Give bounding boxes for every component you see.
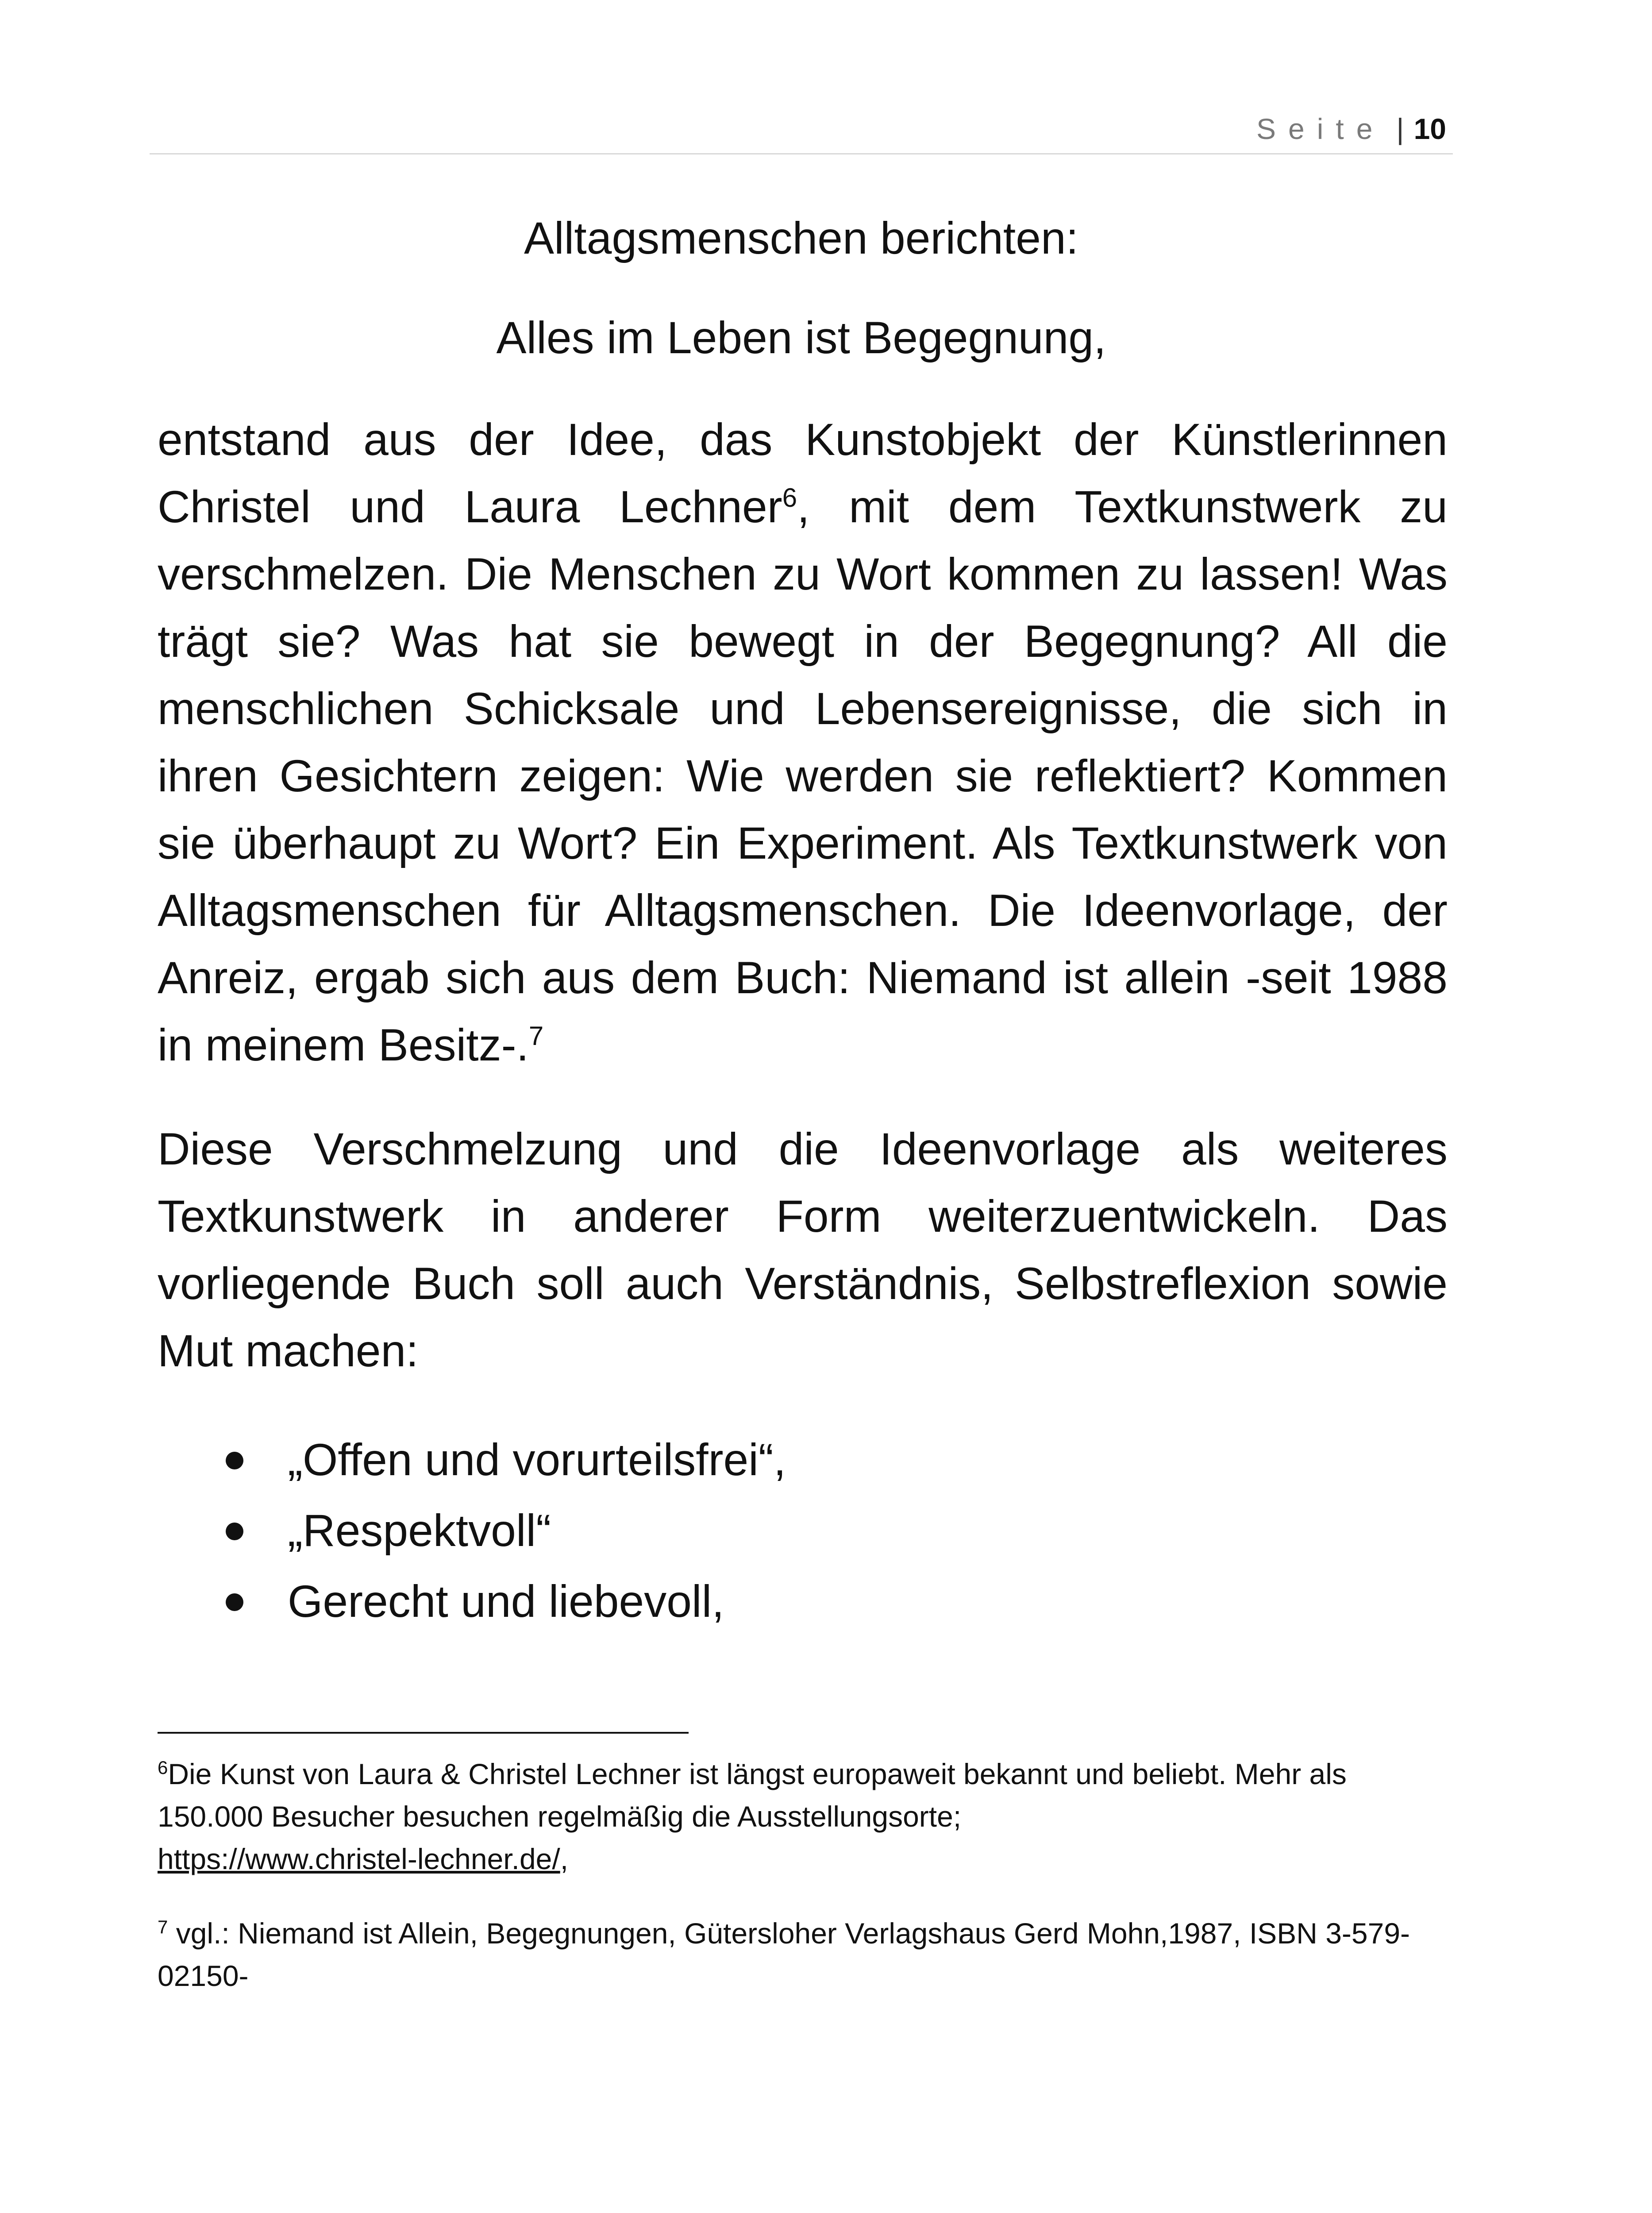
list-item-text: „Respektvoll“ [288,1505,551,1556]
footnote-ref-7[interactable]: 7 [528,1021,544,1051]
bullet-icon [226,1452,243,1469]
footnote-6-after-link: , [560,1843,569,1875]
bullet-icon [226,1593,243,1611]
page-number: 10 [1413,112,1446,145]
page-header [150,104,1453,154]
list-item-text: „Offen und vorurteilsfrei“, [288,1434,786,1485]
page-word: Seite [1256,112,1385,145]
paragraph-1-text-b: , mit dem Textkunstwerk zu verschmelzen. Die Menschen zu Wort kommen zu lassen! Was trägt sie? Was hat sie bewegt in der Begegnung? All die menschlichen Schicksale und Lebensereignisse, die sich in ihren Gesichtern zeigen: Wie werden sie reflektiert? Kommen sie überhaupt zu Wort? Ein Experiment. Als Textkunstwerk von Alltagsmenschen für Alltagsmenschen. Die Ideenvorlage, der Anreiz, ergab sich aus dem Buch: Niemand ist allein -seit 1988 in meinem Besitz-. [158,482,1448,1070]
title-line-2: Alles im Leben ist Begegnung, [496,312,1106,363]
paragraph-1-text-a: entstand aus der Idee, das Kunstobjekt der Künstlerinnen Christel und Laura Lechner [158,414,1448,532]
page-number-label [1256,104,1446,153]
bullet-list [221,1424,1416,1637]
list-item-text: Gerecht und liebevoll, [288,1576,724,1627]
footnote-divider [158,1732,689,1734]
list-item [221,1424,1416,1495]
list-item [221,1495,1416,1566]
christel-lechner-link[interactable]: https://www.christel-lechner.de/ [158,1843,560,1875]
footnote-7-text: vgl.: Niemand ist Allein, Begegnungen, Gütersloher Verlagshaus Gerd Mohn,1987, ISBN 3-579-02150- [158,1917,1410,1992]
footnote-6 [158,1753,1441,1880]
header-separator: | [1396,112,1404,145]
footnote-6-marker: 6 [158,1757,168,1778]
bullet-icon [226,1523,243,1540]
paragraph-2: Diese Verschmelzung und die Ideenvorlage als weiteres Textkunstwerk in anderer Form weiterzuentwickeln. Das vorliegende Buch soll auch Verständnis, Selbstreflexion sowie Mut machen: [158,1124,1448,1376]
list-item [221,1566,1416,1637]
footnote-ref-6[interactable]: 6 [782,483,797,513]
paragraph-1 [158,406,1448,1079]
footnote-6-text: Die Kunst von Laura & Christel Lechner ist längst europaweit bekannt und beliebt. Mehr als 150.000 Besucher besuchen regelmäßig die Ausstellungsorte; [158,1758,1347,1833]
title-line-1: Alltagsmenschen berichten: [524,213,1079,263]
footnote-7 [158,1912,1441,1997]
footnote-7-marker: 7 [158,1916,168,1937]
